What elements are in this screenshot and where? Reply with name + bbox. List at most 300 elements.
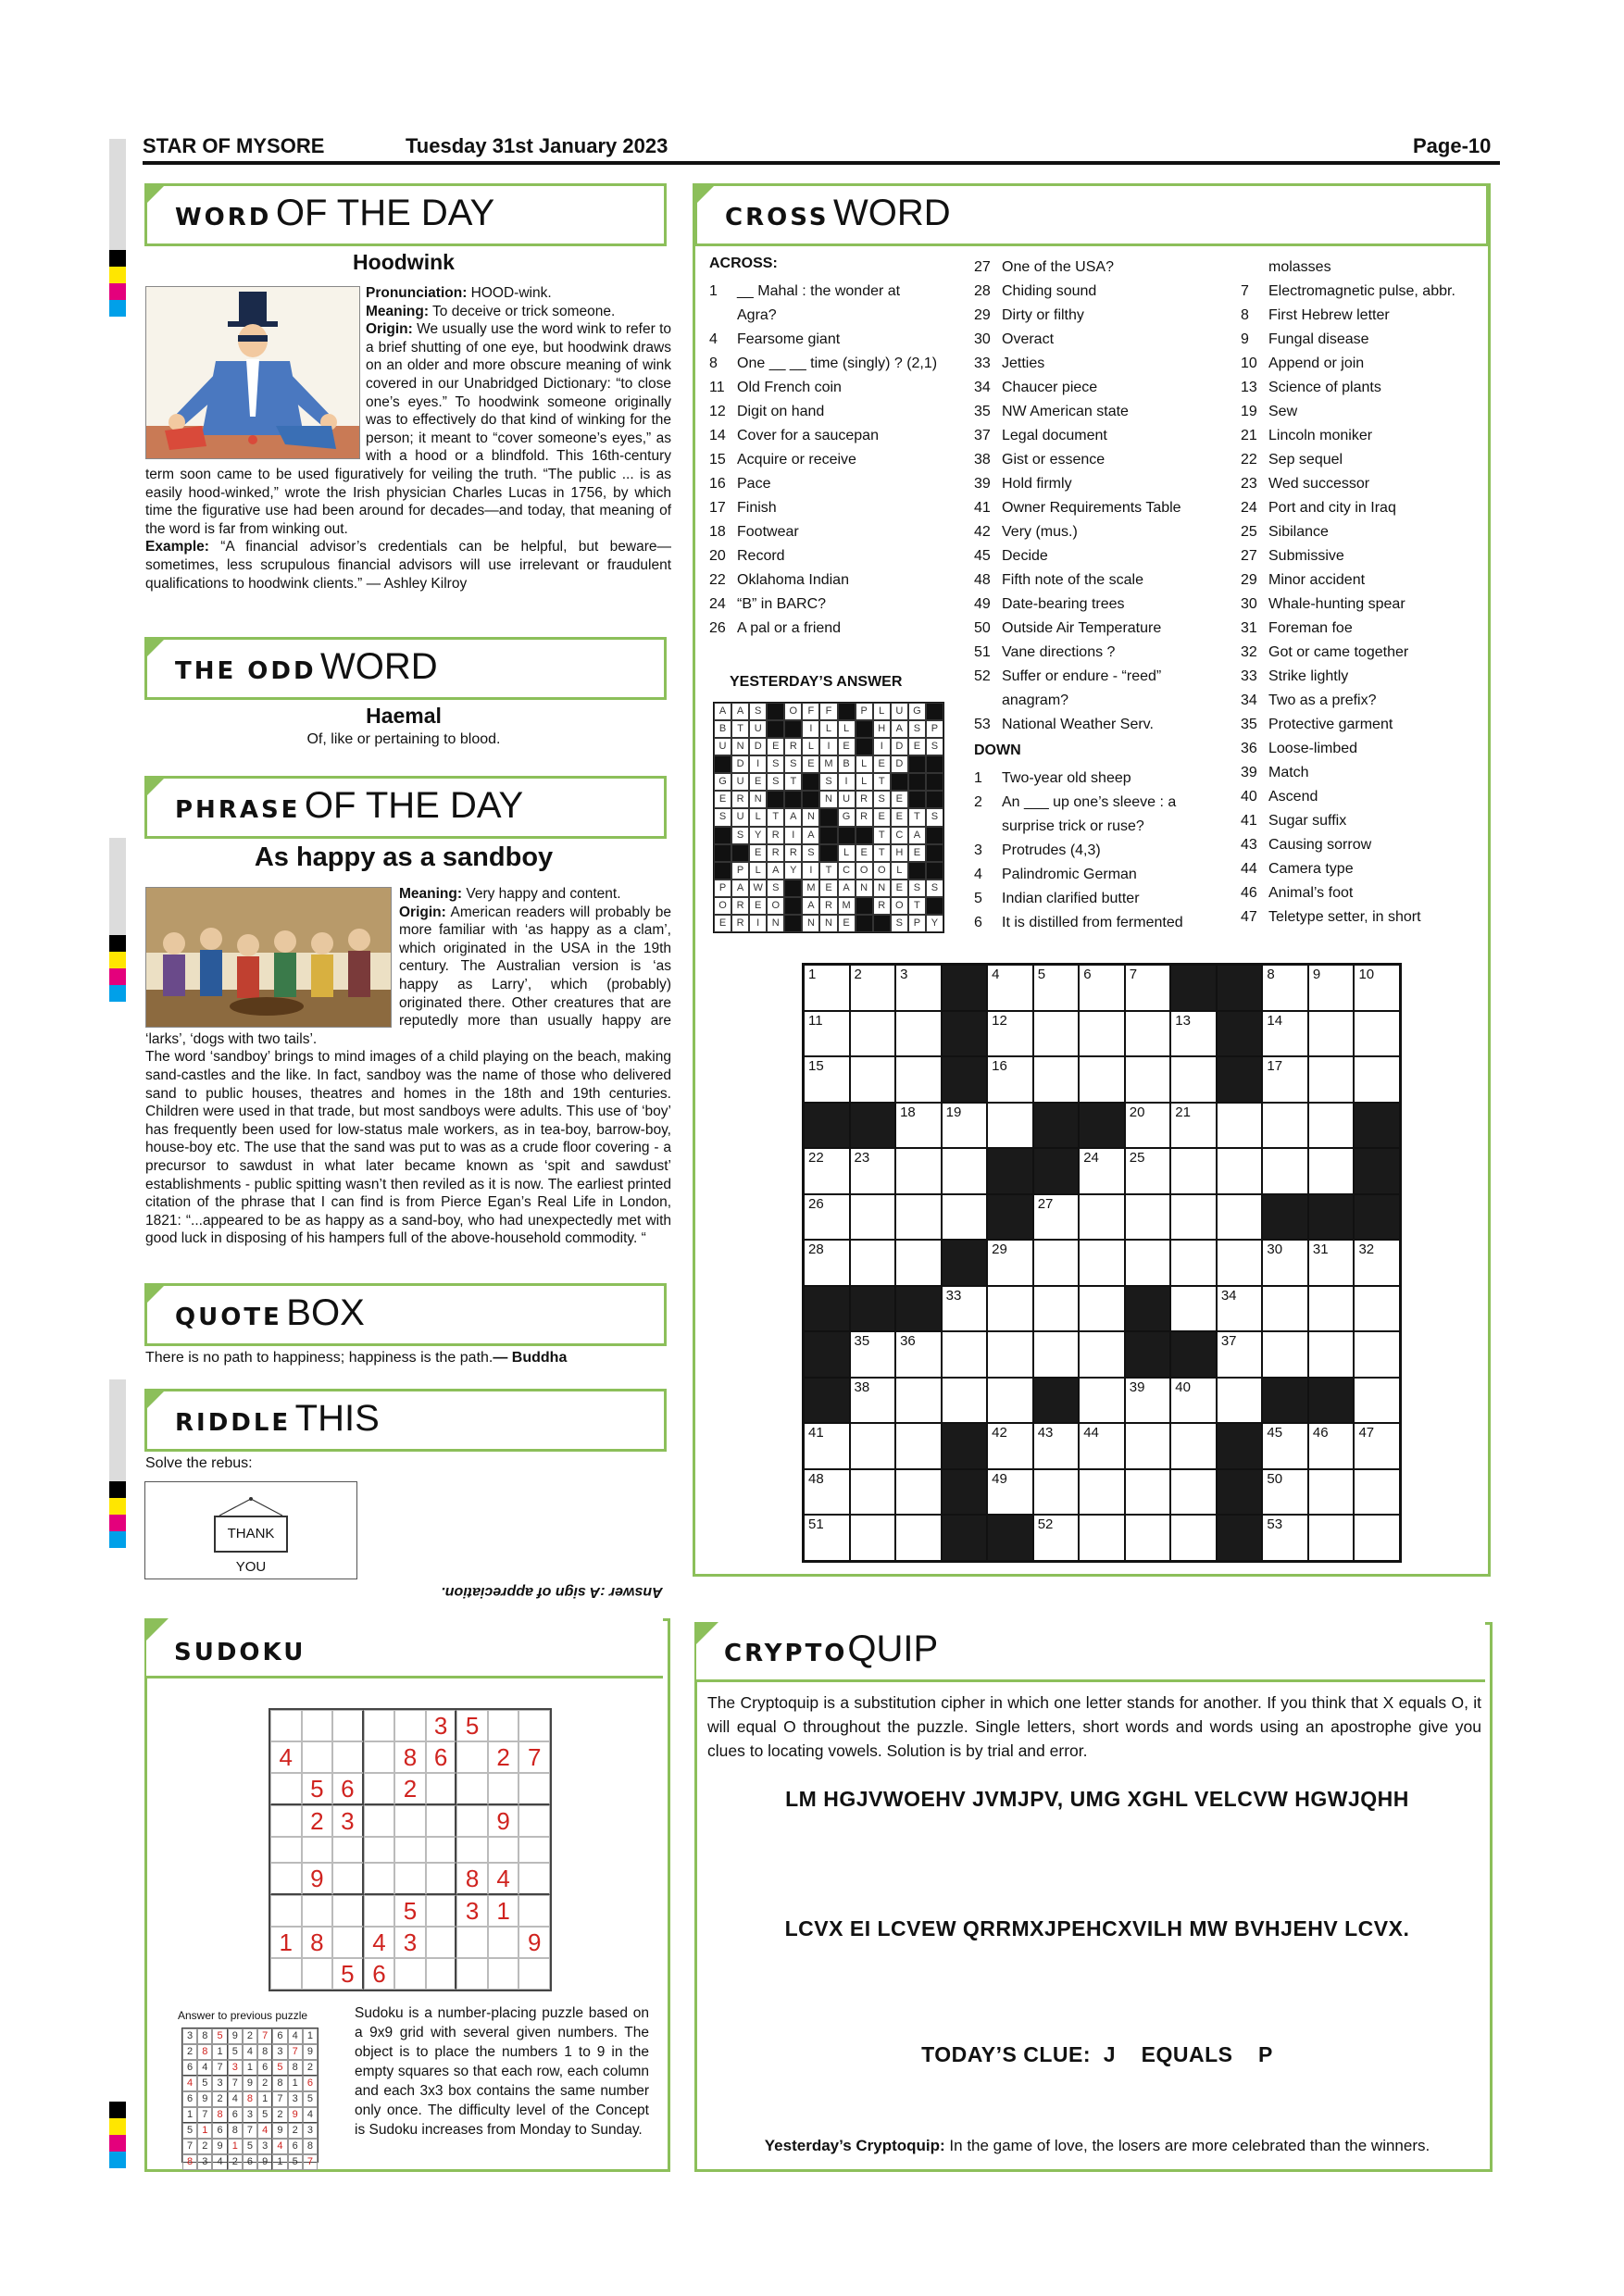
sudoku-cell[interactable] — [270, 1958, 302, 1990]
crossword-cell[interactable] — [1308, 1286, 1355, 1332]
sudoku-cell[interactable] — [426, 1805, 457, 1837]
crossword-cell[interactable] — [1262, 1056, 1308, 1103]
clue-row — [1241, 424, 1491, 448]
yesterday-answer-cell: E — [873, 755, 891, 773]
sudoku-cell[interactable] — [488, 1958, 519, 1990]
clue-number: 25 — [1241, 524, 1257, 540]
crossword-cell[interactable] — [942, 1378, 988, 1424]
sudoku-cell[interactable] — [394, 1837, 426, 1863]
crossword-cell[interactable] — [1217, 1378, 1263, 1424]
sudoku-cell[interactable] — [270, 1837, 302, 1863]
sudoku-cell[interactable]: 2 — [394, 1773, 426, 1805]
crossword-cell[interactable] — [1308, 1469, 1355, 1516]
clue-row — [1241, 376, 1491, 400]
crossword-cell[interactable] — [850, 1469, 896, 1516]
yesterday-answer-cell: I — [749, 915, 767, 932]
sudoku-cell[interactable] — [302, 1710, 333, 1741]
crossword-cell[interactable] — [1354, 1056, 1400, 1103]
sudoku-cell[interactable] — [518, 1773, 550, 1805]
crossword-cell[interactable] — [1125, 1011, 1171, 1057]
crossword-cell[interactable] — [804, 1011, 850, 1057]
sudoku-answer-cell: 8 — [228, 2123, 243, 2139]
crossword-cell[interactable] — [850, 1515, 896, 1561]
clue-text: Electromagnetic pulse, abbr. — [1268, 283, 1455, 299]
crossword-cell[interactable] — [804, 1469, 850, 1516]
crossword-cell[interactable] — [1354, 1469, 1400, 1516]
clue-number: 29 — [974, 307, 991, 323]
clue-number: 29 — [1241, 572, 1257, 588]
sudoku-cell[interactable]: 7 — [518, 1741, 550, 1773]
crossword-cell[interactable] — [1033, 1515, 1080, 1561]
crossword-cell[interactable] — [1354, 1423, 1400, 1469]
yesterday-answer-cell: I — [802, 862, 819, 880]
crossword-cell[interactable] — [1033, 1331, 1080, 1378]
crossword-cell[interactable] — [1217, 1286, 1263, 1332]
crossword-cell[interactable] — [1308, 965, 1355, 1011]
sudoku-cell[interactable] — [456, 1837, 488, 1863]
crossword-cell[interactable] — [942, 1194, 988, 1241]
crossword-cell[interactable] — [1262, 965, 1308, 1011]
crossword-cell[interactable] — [942, 1286, 988, 1332]
crossword-cell[interactable] — [1125, 1056, 1171, 1103]
sudoku-cell[interactable] — [518, 1805, 550, 1837]
yesterday-answer-grid — [713, 702, 944, 933]
sudoku-cell[interactable]: 5 — [456, 1710, 488, 1741]
crossword-black-cell — [1033, 1103, 1080, 1149]
phrase-title-big: OF THE DAY — [304, 785, 524, 826]
clue-row — [974, 713, 1230, 737]
crossword-cell[interactable] — [1354, 1331, 1400, 1378]
clue-number: 53 — [974, 717, 991, 732]
crossword-cell[interactable] — [895, 1103, 942, 1149]
sudoku-cell[interactable] — [426, 1773, 457, 1805]
sudoku-cell[interactable] — [364, 1773, 395, 1805]
sudoku-answer-cell: 3 — [303, 2123, 318, 2139]
crossword-cell[interactable] — [1170, 1056, 1217, 1103]
crossword-cell[interactable] — [1033, 1469, 1080, 1516]
crossword-cell[interactable] — [804, 1056, 850, 1103]
yesterday-answer-cell — [856, 720, 873, 738]
crossword-cell[interactable] — [1217, 1331, 1263, 1378]
crossword-cell[interactable] — [895, 1331, 942, 1378]
sudoku-cell[interactable]: 4 — [270, 1741, 302, 1773]
yesterday-answer-cell: R — [731, 915, 749, 932]
crossword-cell[interactable] — [1308, 1240, 1355, 1286]
crossword-cell[interactable] — [895, 965, 942, 1011]
sudoku-cell[interactable]: 4 — [364, 1927, 395, 1958]
sudoku-cell[interactable] — [270, 1710, 302, 1741]
clue-number: 27 — [1241, 548, 1257, 564]
crossword-cell[interactable] — [895, 1194, 942, 1241]
sudoku-cell[interactable]: 3 — [426, 1710, 457, 1741]
yesterday-answer-cell: N — [819, 791, 837, 808]
crossword-cell[interactable] — [1033, 965, 1080, 1011]
crossword-cell[interactable] — [1262, 1515, 1308, 1561]
yesterday-answer-cell: E — [856, 844, 873, 862]
crossword-cell[interactable] — [1262, 1011, 1308, 1057]
sudoku-cell[interactable] — [456, 1958, 488, 1990]
crossword-cell-number: 14 — [1267, 1012, 1283, 1029]
crossword-cell-number: 16 — [992, 1058, 1007, 1075]
crossword-cell[interactable] — [1262, 1286, 1308, 1332]
crossword-cell[interactable] — [987, 1378, 1033, 1424]
clue-text: Jetties — [1002, 356, 1045, 371]
crossword-cell[interactable] — [1262, 1469, 1308, 1516]
crossword-cell[interactable] — [804, 1194, 850, 1241]
sudoku-cell[interactable] — [426, 1837, 457, 1863]
sudoku-cell[interactable] — [518, 1710, 550, 1741]
sudoku-cell[interactable]: 8 — [456, 1863, 488, 1895]
sudoku-cell[interactable]: 6 — [332, 1773, 364, 1805]
crossword-cell[interactable] — [1262, 1148, 1308, 1194]
crossword-cell[interactable] — [850, 1331, 896, 1378]
clue-row — [974, 593, 1230, 617]
sudoku-cell[interactable] — [426, 1863, 457, 1895]
crossword-cell[interactable] — [1125, 965, 1171, 1011]
sudoku-answer-cell: 6 — [228, 2107, 243, 2123]
sudoku-cell[interactable]: 2 — [302, 1805, 333, 1837]
crossword-black-cell — [942, 1423, 988, 1469]
crossword-cell[interactable] — [1308, 1148, 1355, 1194]
crossword-cell[interactable] — [987, 965, 1033, 1011]
crossword-cell[interactable] — [895, 1148, 942, 1194]
clue-row — [1241, 352, 1491, 376]
crossword-cell-number: 25 — [1129, 1150, 1145, 1167]
sudoku-cell[interactable] — [302, 1895, 333, 1927]
clue-row — [974, 352, 1230, 376]
clue-text: Sep sequel — [1268, 452, 1343, 468]
crossword-cell[interactable] — [942, 1331, 988, 1378]
sudoku-cell[interactable]: 8 — [302, 1927, 333, 1958]
crossword-cell[interactable] — [987, 1056, 1033, 1103]
yesterday-answer-cell: E — [891, 791, 908, 808]
crossword-cell[interactable] — [1079, 1286, 1125, 1332]
cryptoquip-title-big: QUIP — [847, 1628, 939, 1669]
clue-text: Fungal disease — [1268, 331, 1369, 347]
yesterday-answer-cell: S — [767, 755, 784, 773]
sudoku-cell[interactable] — [332, 1927, 364, 1958]
crossword-cell[interactable] — [804, 1515, 850, 1561]
sudoku-cell[interactable] — [518, 1863, 550, 1895]
crossword-cell[interactable] — [1217, 1240, 1263, 1286]
crossword-cell[interactable] — [1033, 1240, 1080, 1286]
crossword-cell[interactable] — [1079, 965, 1125, 1011]
yesterday-answer-cell: R — [731, 791, 749, 808]
yesterday-answer-cell: S — [926, 738, 943, 755]
crossword-cell[interactable] — [1308, 1103, 1355, 1149]
sudoku-answer-cell: 1 — [212, 2044, 227, 2060]
sudoku-cell[interactable] — [456, 1927, 488, 1958]
sudoku-cell[interactable] — [364, 1863, 395, 1895]
crossword-cell[interactable] — [1262, 1423, 1308, 1469]
crossword-cell[interactable] — [895, 1469, 942, 1516]
crossword-cell[interactable] — [804, 1148, 850, 1194]
crossword-cell[interactable] — [895, 1515, 942, 1561]
crossword-cell[interactable] — [1170, 1515, 1217, 1561]
yesterday-answer-cell — [767, 720, 784, 738]
crossword-cell[interactable] — [850, 1011, 896, 1057]
crossword-cell[interactable] — [1079, 1194, 1125, 1241]
crossword-cell[interactable] — [1079, 1056, 1125, 1103]
crossword-cell[interactable] — [1125, 1423, 1171, 1469]
crossword-cell[interactable] — [1354, 1011, 1400, 1057]
sudoku-cell[interactable] — [394, 1958, 426, 1990]
crossword-cell[interactable] — [1079, 1423, 1125, 1469]
crossword-black-cell — [1262, 1194, 1308, 1241]
clue-number: 27 — [974, 259, 991, 275]
sudoku-cell[interactable]: 6 — [426, 1741, 457, 1773]
crossword-cell[interactable] — [1125, 1240, 1171, 1286]
crossword-cell[interactable] — [895, 1240, 942, 1286]
crossword-cell[interactable] — [942, 1148, 988, 1194]
crossword-cell-number: 41 — [808, 1425, 824, 1441]
crossword-cell[interactable] — [895, 1056, 942, 1103]
crossword-cell-number: 26 — [808, 1195, 824, 1212]
sudoku-cell[interactable]: 9 — [302, 1863, 333, 1895]
crossword-cell[interactable] — [1170, 1286, 1217, 1332]
pron-label: Pronunciation: — [366, 285, 468, 301]
crossword-cell[interactable] — [1170, 1240, 1217, 1286]
sudoku-cell[interactable] — [394, 1710, 426, 1741]
clue-number: 5 — [974, 891, 982, 906]
clue-row — [709, 424, 965, 448]
clue-row — [974, 424, 1230, 448]
sudoku-cell[interactable] — [456, 1805, 488, 1837]
crossword-cell[interactable] — [1170, 1469, 1217, 1516]
crossword-cell[interactable] — [1308, 1011, 1355, 1057]
crossword-cell[interactable] — [804, 1240, 850, 1286]
crossword-cell[interactable] — [1170, 1194, 1217, 1241]
crossword-cell[interactable] — [987, 1103, 1033, 1149]
clue-text: It is distilled from fermented — [1002, 915, 1183, 930]
crossword-cell[interactable] — [1217, 1148, 1263, 1194]
sudoku-cell[interactable]: 9 — [488, 1805, 519, 1837]
sudoku-cell[interactable] — [364, 1805, 395, 1837]
clue-row — [974, 689, 1230, 713]
sudoku-answer-cell: 2 — [243, 2028, 257, 2044]
crossword-cell[interactable] — [1308, 1056, 1355, 1103]
crossword-cell[interactable] — [850, 1240, 896, 1286]
sudoku-cell[interactable]: 5 — [302, 1773, 333, 1805]
crossword-cell[interactable] — [1079, 1240, 1125, 1286]
clue-row — [709, 544, 965, 568]
sudoku-cell[interactable]: 1 — [270, 1927, 302, 1958]
sudoku-cell[interactable]: 1 — [488, 1895, 519, 1927]
clue-row — [1241, 256, 1491, 280]
crossword-cell[interactable] — [1170, 1011, 1217, 1057]
crossword-cell[interactable] — [1308, 1423, 1355, 1469]
crossword-cell[interactable] — [1033, 1286, 1080, 1332]
crossword-cell[interactable] — [1033, 1194, 1080, 1241]
crossword-cell[interactable] — [1033, 1423, 1080, 1469]
crossword-cell[interactable] — [804, 1423, 850, 1469]
odd-word: Haemal — [366, 704, 442, 728]
crossword-cell[interactable] — [1262, 1331, 1308, 1378]
crossword-cell[interactable] — [1125, 1378, 1171, 1424]
sudoku-cell[interactable]: 3 — [394, 1927, 426, 1958]
yesterday-answer-cell: S — [908, 720, 926, 738]
clue-row — [974, 839, 1230, 863]
crossword-cell-number: 49 — [992, 1470, 1007, 1487]
sudoku-cell[interactable] — [488, 1710, 519, 1741]
clue-row — [1241, 689, 1491, 713]
phrase-meaning-text: Very happy and content. — [462, 886, 621, 902]
clue-row — [1241, 737, 1491, 761]
crossword-cell[interactable] — [987, 1331, 1033, 1378]
crossword-cell[interactable] — [1354, 1378, 1400, 1424]
sudoku-cell[interactable] — [394, 1863, 426, 1895]
crossword-cell[interactable] — [1079, 1148, 1125, 1194]
crossword-cell-number: 29 — [992, 1242, 1007, 1258]
yesterday-answer-cell: A — [714, 703, 731, 720]
crossword-cell[interactable] — [850, 965, 896, 1011]
crossword-cell[interactable] — [850, 1194, 896, 1241]
sudoku-cell[interactable]: 2 — [488, 1741, 519, 1773]
crossword-cell[interactable] — [1354, 1240, 1400, 1286]
clue-text: Legal document — [1002, 428, 1107, 443]
sudoku-cell[interactable]: 5 — [394, 1895, 426, 1927]
crossword-cell[interactable] — [1125, 1515, 1171, 1561]
crossword-cell[interactable] — [1079, 1331, 1125, 1378]
crossword-black-cell — [987, 1515, 1033, 1561]
sudoku-cell[interactable] — [518, 1895, 550, 1927]
crossword-cell[interactable] — [804, 965, 850, 1011]
odd-word-title-big: WORD — [320, 646, 438, 687]
sudoku-cell[interactable] — [518, 1958, 550, 1990]
crossword-cell[interactable] — [1354, 1515, 1400, 1561]
cryptoquip-title-small: CRYPTO — [724, 1640, 848, 1667]
sudoku-cell[interactable] — [488, 1837, 519, 1863]
crossword-cell[interactable] — [850, 1148, 896, 1194]
sudoku-answer-cell: 4 — [288, 2028, 303, 2044]
crossword-cell[interactable] — [987, 1240, 1033, 1286]
crossword-cell[interactable] — [1125, 1148, 1171, 1194]
crossword-cell[interactable] — [1170, 1103, 1217, 1149]
sudoku-cell[interactable]: 9 — [518, 1927, 550, 1958]
yesterday-answer-cell: N — [819, 915, 837, 932]
crossword-cell[interactable] — [1217, 1103, 1263, 1149]
crossword-cell[interactable] — [1308, 1331, 1355, 1378]
crossword-cell[interactable] — [1079, 1011, 1125, 1057]
yesterday-answer-cell: U — [731, 808, 749, 826]
sudoku-answer-cell: 5 — [182, 2123, 197, 2139]
sudoku-cell[interactable] — [332, 1837, 364, 1863]
quote-author: — Buddha — [493, 1350, 568, 1366]
clue-text: Chiding sound — [1002, 283, 1097, 299]
sudoku-cell[interactable] — [302, 1837, 333, 1863]
sudoku-answer-cell: 7 — [182, 2139, 197, 2154]
clue-text: Whale-hunting spear — [1268, 596, 1405, 612]
crossword-cell-number: 48 — [808, 1470, 824, 1487]
crossword-cell[interactable] — [1125, 1469, 1171, 1516]
sudoku-cell[interactable] — [364, 1710, 395, 1741]
crossword-cell[interactable] — [1308, 1515, 1355, 1561]
sudoku-cell[interactable] — [332, 1710, 364, 1741]
sudoku-cell[interactable] — [456, 1773, 488, 1805]
sudoku-cell[interactable] — [332, 1895, 364, 1927]
crossword-cell[interactable] — [1079, 1469, 1125, 1516]
sudoku-cell[interactable]: 6 — [364, 1958, 395, 1990]
sudoku-cell[interactable] — [270, 1773, 302, 1805]
sudoku-cell[interactable] — [270, 1805, 302, 1837]
sudoku-cell[interactable]: 5 — [332, 1958, 364, 1990]
sudoku-cell[interactable] — [332, 1863, 364, 1895]
crossword-cell[interactable] — [987, 1469, 1033, 1516]
crossword-cell[interactable] — [1079, 1378, 1125, 1424]
crossword-cell[interactable] — [1170, 1423, 1217, 1469]
crossword-cell[interactable] — [1033, 1056, 1080, 1103]
sudoku-answer-cell: 7 — [288, 2044, 303, 2060]
crossword-cell[interactable] — [850, 1423, 896, 1469]
crossword-cell[interactable] — [850, 1056, 896, 1103]
sudoku-cell[interactable] — [364, 1837, 395, 1863]
clue-row — [709, 496, 965, 520]
yesterday-answer-cell: D — [891, 755, 908, 773]
sudoku-cell[interactable] — [364, 1741, 395, 1773]
sudoku-cell[interactable]: 4 — [488, 1863, 519, 1895]
crossword-cell[interactable] — [1262, 1240, 1308, 1286]
crossword-cell[interactable] — [987, 1423, 1033, 1469]
crossword-cell[interactable] — [1217, 1194, 1263, 1241]
crossword-cell[interactable] — [895, 1011, 942, 1057]
sudoku-cell[interactable]: 8 — [394, 1741, 426, 1773]
yesterday-answer-cell — [714, 755, 731, 773]
sudoku-answer-cell: 1 — [257, 2091, 272, 2107]
crossword-cell[interactable] — [987, 1011, 1033, 1057]
yesterday-answer-cell: N — [802, 808, 819, 826]
yesterday-answer-cell: I — [749, 755, 767, 773]
sudoku-answer-cell: 5 — [212, 2028, 227, 2044]
sudoku-cell[interactable] — [270, 1863, 302, 1895]
crossword-cell[interactable] — [850, 1378, 896, 1424]
sudoku-cell[interactable] — [270, 1895, 302, 1927]
sudoku-cell[interactable] — [488, 1773, 519, 1805]
sudoku-answer-cell: 2 — [303, 2060, 318, 2076]
crossword-cell[interactable] — [1170, 1148, 1217, 1194]
crossword-cell[interactable] — [1033, 1011, 1080, 1057]
crossword-cell[interactable] — [1125, 1194, 1171, 1241]
crossword-cell[interactable] — [1354, 1286, 1400, 1332]
sudoku-cell[interactable] — [488, 1927, 519, 1958]
clue-number: 33 — [1241, 668, 1257, 684]
yesterday-answer-cell: A — [891, 720, 908, 738]
sudoku-cell[interactable] — [302, 1958, 333, 1990]
crossword-cell[interactable] — [1262, 1103, 1308, 1149]
sudoku-cell[interactable] — [394, 1805, 426, 1837]
crossword-cell[interactable] — [1125, 1103, 1171, 1149]
crossword-black-cell — [1308, 1194, 1355, 1241]
sudoku-cell[interactable] — [426, 1927, 457, 1958]
crossword-cell[interactable] — [942, 1103, 988, 1149]
sudoku-cell[interactable] — [302, 1741, 333, 1773]
crossword-cell[interactable] — [1354, 965, 1400, 1011]
sudoku-cell[interactable] — [456, 1741, 488, 1773]
sudoku-cell[interactable] — [364, 1895, 395, 1927]
yesterday-answer-cell: G — [714, 773, 731, 791]
sudoku-cell[interactable] — [332, 1741, 364, 1773]
crossword-cell[interactable] — [895, 1378, 942, 1424]
crossword-cell[interactable] — [1079, 1515, 1125, 1561]
sudoku-cell[interactable]: 3 — [456, 1895, 488, 1927]
crossword-cell[interactable] — [1170, 1378, 1217, 1424]
crossword-cell[interactable] — [987, 1286, 1033, 1332]
sudoku-cell[interactable] — [518, 1837, 550, 1863]
sudoku-cell[interactable] — [426, 1895, 457, 1927]
sudoku-cell[interactable]: 3 — [332, 1805, 364, 1837]
crossword-cell[interactable] — [895, 1423, 942, 1469]
origin-label: Origin: — [366, 321, 413, 338]
sudoku-cell[interactable] — [426, 1958, 457, 1990]
